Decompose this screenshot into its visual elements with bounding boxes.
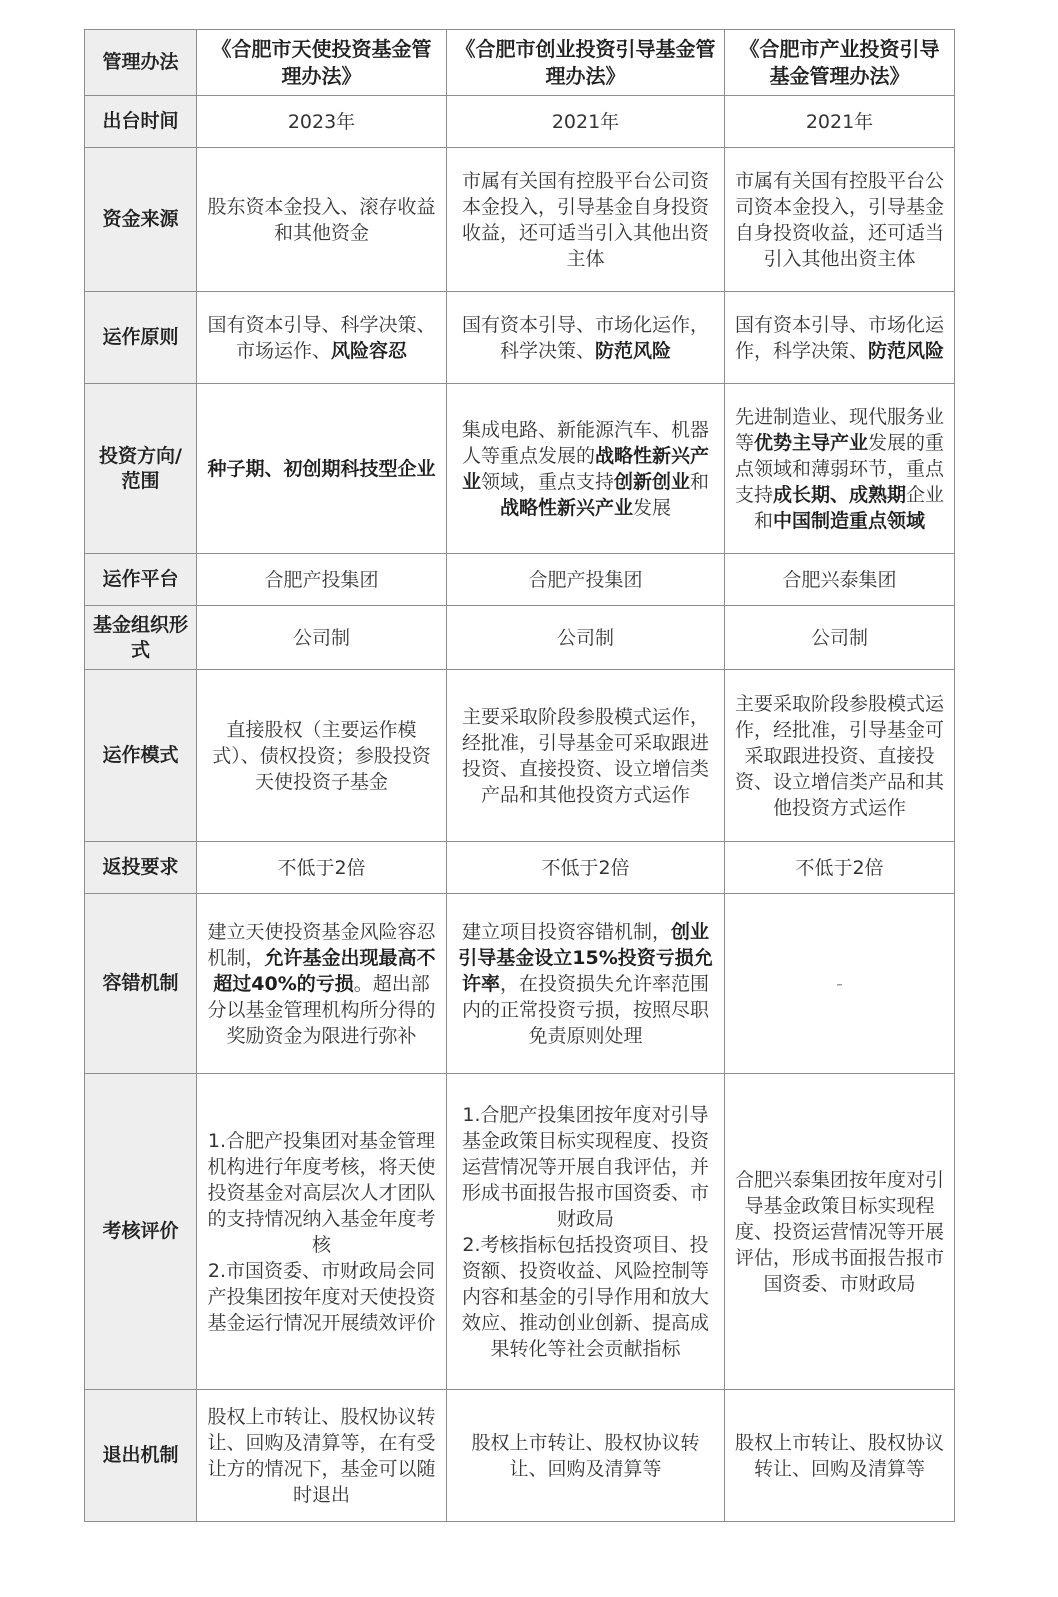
table-cell (725, 384, 955, 554)
cell-text: 合肥产投集团 (528, 568, 643, 591)
table-cell (197, 1390, 447, 1522)
cell-text: 公司制 (810, 626, 868, 649)
table-cell (197, 96, 447, 148)
cell-text: 和 (690, 470, 710, 493)
row-label: 出台时间 (85, 96, 197, 148)
row-label: 退出机制 (85, 1390, 197, 1522)
cell-text: 国有资本引导、市场化运作，科学决策、 (734, 313, 944, 362)
emphasized-text: 中国制造重点领域 (773, 509, 926, 532)
header-label-cell: 管理办法 (85, 30, 197, 96)
table-cell (447, 670, 725, 842)
column-title-venture-guidance-fund: 《合肥市创业投资引导基金管理办法》 (447, 30, 725, 96)
table-cell (447, 842, 725, 894)
table-cell (725, 894, 955, 1074)
table-cell (197, 670, 447, 842)
table-cell (725, 292, 955, 384)
cell-text: 领域，重点支持 (480, 470, 614, 493)
cell-text: 发展的重点领域和薄弱环节，重点支持 (734, 431, 945, 506)
table-cell (725, 1074, 955, 1390)
cell-text: 主要采取阶段参股模式运作，经批准，引导基金可采取跟进投资、直接投资、设立增信类产品和其他投资方式运作 (461, 705, 709, 806)
row-label: 投资方向/范围 (85, 384, 197, 554)
emphasized-text: 防范风险 (868, 339, 945, 362)
cell-text: 建立天使投资基金风险容忍机制， (207, 920, 436, 969)
cell-text: 合肥产投集团 (264, 568, 379, 591)
row-label: 考核评价 (85, 1074, 197, 1390)
table-cell (725, 148, 955, 292)
table-cell (447, 148, 725, 292)
table-cell (725, 670, 955, 842)
cell-text: 不低于2倍 (541, 856, 630, 879)
cell-text: 国有资本引导、科学决策、市场运作、 (207, 313, 436, 362)
cell-text: 2021年 (551, 110, 620, 133)
cell-text: 建立项目投资容错机制， (461, 920, 671, 943)
table-row (85, 96, 955, 148)
table-cell (197, 606, 447, 670)
row-label: 返投要求 (85, 842, 197, 894)
table-row (85, 1390, 955, 1522)
row-label: 基金组织形式 (85, 606, 197, 670)
cell-text: 1.合肥产投集团对基金管理机构进行年度考核，将天使投资基金对高层次人才团队的支持情况纳入基金年度考核 (207, 1129, 436, 1256)
cell-text: 合肥兴泰集团 (782, 568, 897, 591)
table-row (85, 554, 955, 606)
cell-text: 2021年 (805, 110, 874, 133)
emphasized-text: 成长期、成熟期 (772, 483, 906, 506)
cell-text: 2.考核指标包括投资项目、投资额、投资收益、风险控制等内容和基金的引导作用和放大效应、推动创业创新、提高成果转化等社会贡献指标 (461, 1233, 709, 1360)
table-cell (447, 96, 725, 148)
cell-text: 集成电路、新能源汽车、机器人等重点发展的 (461, 418, 709, 467)
cell-text: 发展 (633, 496, 672, 519)
emphasized-text: 创新创业 (614, 470, 691, 493)
emphasized-text: 允许基金出现最高不超过40%的亏损 (213, 946, 436, 995)
cell-text: 公司制 (556, 626, 614, 649)
table-cell (725, 842, 955, 894)
emphasized-text: 风险容忍 (331, 339, 408, 362)
row-label: 运作平台 (85, 554, 197, 606)
cell-text: 合肥兴泰集团按年度对引导基金政策目标实现程度、投资运营情况等开展评估，形成书面报告报市国资委、市财政局 (734, 1168, 944, 1295)
cell-text: 直接股权（主要运作模式）、债权投资；参股投资天使投资子基金 (212, 718, 431, 793)
cell-text: 股东资本金投入、滚存收益和其他资金 (207, 195, 436, 244)
emphasized-text: 种子期、初创期科技型企业 (207, 457, 436, 480)
table-cell (197, 292, 447, 384)
table-cell (447, 554, 725, 606)
column-title-industry-guidance-fund: 《合肥市产业投资引导基金管理办法》 (725, 30, 955, 96)
cell-text: ，在投资损失允许率范围内的正常投资亏损，按照尽职免责原则处理 (461, 972, 710, 1047)
column-title-angel-fund: 《合肥市天使投资基金管理办法》 (197, 30, 447, 96)
comparison-table (84, 29, 955, 1522)
table-header-row (85, 30, 955, 96)
row-label: 运作模式 (85, 670, 197, 842)
cell-text: 企业和 (753, 483, 945, 532)
table-cell (447, 894, 725, 1074)
table-cell (447, 1074, 725, 1390)
table-row (85, 842, 955, 894)
table-cell (197, 842, 447, 894)
table-cell (197, 1074, 447, 1390)
cell-text: 1.合肥产投集团按年度对引导基金政策目标实现程度、投资运营情况等开展自我评估，并形成书面报告报市国资委、市财政局 (461, 1103, 709, 1230)
emphasized-text: 战略性新兴产业 (499, 496, 633, 519)
cell-text: 不低于2倍 (277, 856, 366, 879)
cell-text: 先进制造业、现代服务业等 (734, 405, 944, 454)
emphasized-text: 战略性新兴产业 (461, 444, 710, 493)
table-cell (197, 384, 447, 554)
row-label: 资金来源 (85, 148, 197, 292)
cell-text: 股权上市转让、股权协议转让、回购及清算等 (734, 1431, 944, 1480)
emphasized-text: 创业引导基金设立15%投资亏损允许率 (458, 920, 713, 995)
cell-text: 股权上市转让、股权协议转让、回购及清算等 (471, 1431, 700, 1480)
table-cell (197, 554, 447, 606)
cell-text: 2.市国资委、市财政局会同产投集团按年度对天使投资基金运行情况开展绩效评价 (207, 1259, 436, 1334)
cell-text: 股权上市转让、股权协议转让、回购及清算等，在有受让方的情况下，基金可以随时退出 (207, 1405, 436, 1506)
table-cell (725, 606, 955, 670)
cell-text: 主要采取阶段参股模式运作，经批准，引导基金可采取跟进投资、直接投资、设立增信类产品和其他投资方式运作 (734, 692, 944, 819)
table-cell (447, 292, 725, 384)
table-cell (197, 894, 447, 1074)
table-row (85, 894, 955, 1074)
table-cell (725, 96, 955, 148)
table-row (85, 606, 955, 670)
table-cell (447, 1390, 725, 1522)
row-label: 运作原则 (85, 292, 197, 384)
cell-text: 市属有关国有控股平台公司资本金投入，引导基金自身投资收益，还可适当引入其他出资主体 (734, 169, 944, 270)
table-cell (725, 1390, 955, 1522)
table-cell (725, 554, 955, 606)
table-cell (447, 384, 725, 554)
cell-text: 国有资本引导、市场化运作，科学决策、 (461, 313, 709, 362)
table-row (85, 384, 955, 554)
emphasized-text: 优势主导产业 (753, 431, 868, 454)
cell-text: 公司制 (292, 626, 350, 649)
table-cell (197, 148, 447, 292)
empty-placeholder: - (836, 972, 843, 995)
cell-text: 市属有关国有控股平台公司资本金投入，引导基金自身投资收益，还可适当引入其他出资主体 (461, 169, 709, 270)
table-row (85, 670, 955, 842)
table-cell (447, 606, 725, 670)
table-row (85, 292, 955, 384)
row-label: 容错机制 (85, 894, 197, 1074)
cell-text: 不低于2倍 (795, 856, 884, 879)
table-row (85, 1074, 955, 1390)
table-row (85, 148, 955, 292)
cell-text: 。超出部分以基金管理机构所分得的奖励资金为限进行弥补 (207, 972, 436, 1047)
emphasized-text: 防范风险 (595, 339, 672, 362)
cell-text: 2023年 (287, 110, 356, 133)
